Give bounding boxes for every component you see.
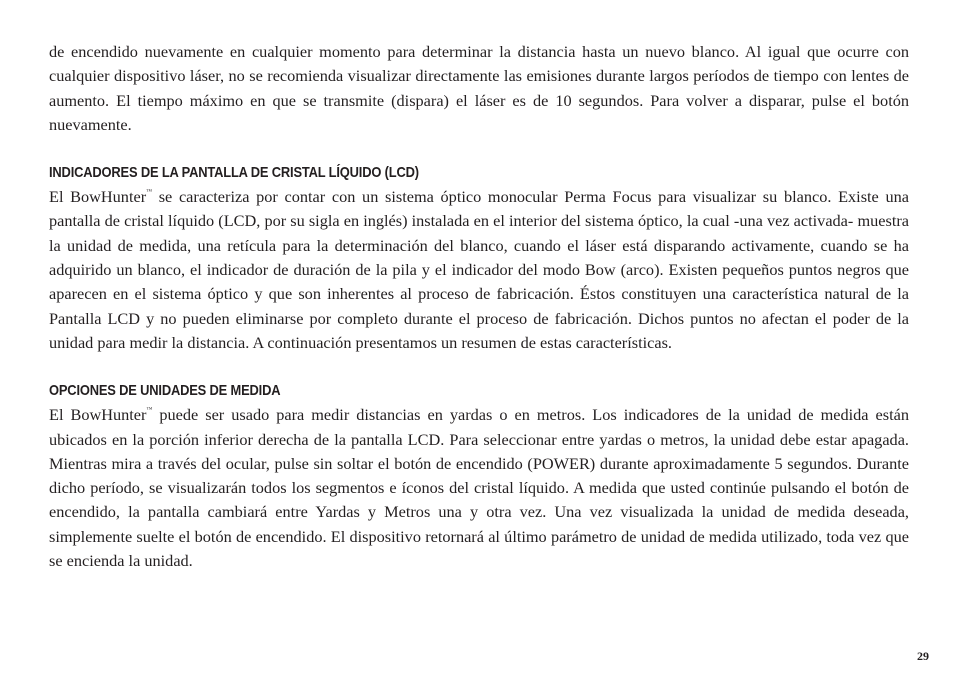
trademark-symbol: ™ xyxy=(146,407,153,414)
product-name: El BowHunter xyxy=(49,187,147,207)
trademark-symbol: ™ xyxy=(146,189,153,196)
section-lcd-indicators xyxy=(49,161,909,355)
intro-paragraph: de encendido nuevamente en cualquier momento para determinar la distancia hasta un nuevo blanco. Al igual que ocurre con cualquier dispositivo láser, no se recomienda visualizar directamente las emisiones durante largos períodos de tiempo con lentes de aumento. El tiempo máximo en que se transmite (dispara) el láser es de 10 segundos. Para volver a disparar, pulse el botón nuevamente. xyxy=(49,42,909,134)
product-name: El BowHunter xyxy=(49,405,147,425)
section-heading-units: OPCIONES DE UNIDADES DE MEDIDA xyxy=(49,382,281,400)
page-number: 29 xyxy=(917,649,929,663)
document-page xyxy=(49,40,909,573)
section-body-text: puede ser usado para medir distancias en yardas o en metros. Los indicadores de la unidad de medida están ubicados en la porción inferior derecha de la pantalla LCD. Para seleccionar entre yardas o metros, la unidad debe estar apagada. Mientras mira a través del ocular, pulse sin soltar el botón de encendido (POWER) durante aproximadamente 5 segundos. Durante dicho período, se visualizarán todos los segmentos e íconos del cristal líquido. A medida que usted continúe pulsando el botón de encendido, la pantalla cambiará entre Yardas y Metros una y otra vez. Una vez visualizada la unidad de medida deseada, simplemente suelte el botón de encendido. El dispositivo retornará al último parámetro de unidad de medida utilizado, toda vez que se encienda la unidad. xyxy=(49,405,909,571)
section-unit-options xyxy=(49,379,909,573)
section-paragraph-units xyxy=(49,403,909,573)
section-paragraph-lcd xyxy=(49,185,909,355)
section-heading-lcd: INDICADORES DE LA PANTALLA DE CRISTAL LÍQUIDO (LCD) xyxy=(49,164,419,182)
section-body-text: se caracteriza por contar con un sistema óptico monocular Perma Focus para visualizar su blanco. Existe una pantalla de cristal líquido (LCD, por su sigla en inglés) instalada en el interior del sistema óptico, la cual -una vez activada- muestra la unidad de medida, una retícula para la determinación del blanco, cuando el láser está disparando activamente, cuando se ha adquirido un blanco, el indicador de duración de la pila y el indicador del modo Bow (arco). Existen pequeños puntos negros que aparecen en el sistema óptico y que son inherentes al proceso de fabricación. Éstos constituyen una característica natural de la Pantalla LCD y no pueden eliminarse por completo durante el proceso de fabricación. Dichos puntos no afectan el poder de la unidad para medir la distancia. A continuación presentamos un resumen de estas características. xyxy=(49,187,909,352)
